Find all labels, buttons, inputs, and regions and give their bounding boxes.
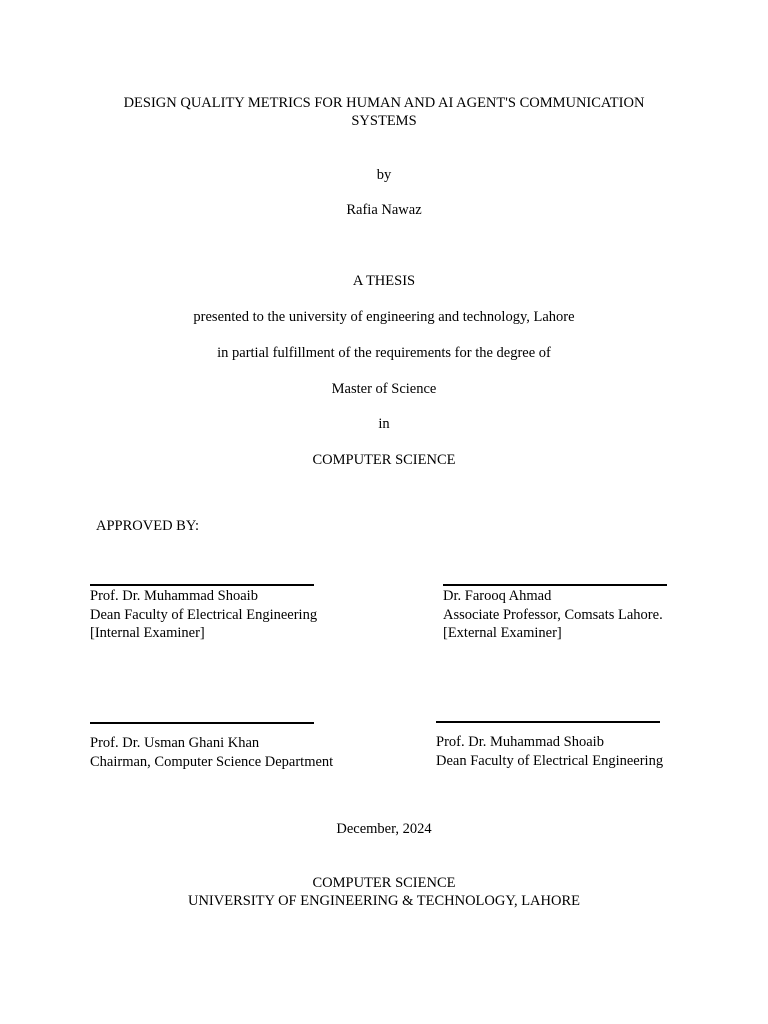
signatory-note: [External Examiner] [443,625,562,641]
approved-by-heading: APPROVED BY: [96,518,200,534]
footer-department: COMPUTER SCIENCE [312,875,456,891]
submission-date: December, 2024 [336,821,432,837]
signatory-role: Associate Professor, Comsats Lahore. [443,606,663,623]
thesis-title-line-2: SYSTEMS [351,113,417,129]
fulfillment-text: in partial fulfillment of the requirements for the degree of [217,345,551,361]
degree-name: Master of Science [331,381,437,397]
presented-to-text: presented to the university of engineering and technology, Lahore [193,309,575,325]
signature-line [436,721,660,723]
signature-block-chairman [90,722,333,771]
signatory-role: Dean Faculty of Electrical Engineering [90,606,318,623]
signatory-name: Prof. Dr. Muhammad Shoaib [90,588,258,604]
signature-line [90,722,314,724]
signature-block-dean [436,721,663,770]
signatory-note: [Internal Examiner] [90,625,205,641]
author-name: Rafia Nawaz [346,202,422,218]
signatory-role: Chairman, Computer Science Department [90,753,334,770]
signatory-name: Prof. Dr. Usman Ghani Khan [90,735,260,751]
in-text: in [378,416,390,432]
footer-university: UNIVERSITY OF ENGINEERING & TECHNOLOGY, LAHORE [187,893,581,909]
by-text: by [376,167,392,183]
thesis-title-line-1: DESIGN QUALITY METRICS FOR HUMAN AND AI AGENT'S COMMUNICATION [123,95,645,111]
signatory-name: Prof. Dr. Muhammad Shoaib [436,734,604,750]
signatory-role: Dean Faculty of Electrical Engineering [436,752,664,769]
signatory-name: Dr. Farooq Ahmad [443,588,552,604]
field-name: COMPUTER SCIENCE [312,452,456,468]
signature-line [90,584,314,586]
thesis-title [100,94,668,130]
signature-block-internal-examiner [90,584,317,643]
document-type: A THESIS [352,273,416,289]
signature-block-external-examiner [443,584,667,643]
signature-line [443,584,667,586]
